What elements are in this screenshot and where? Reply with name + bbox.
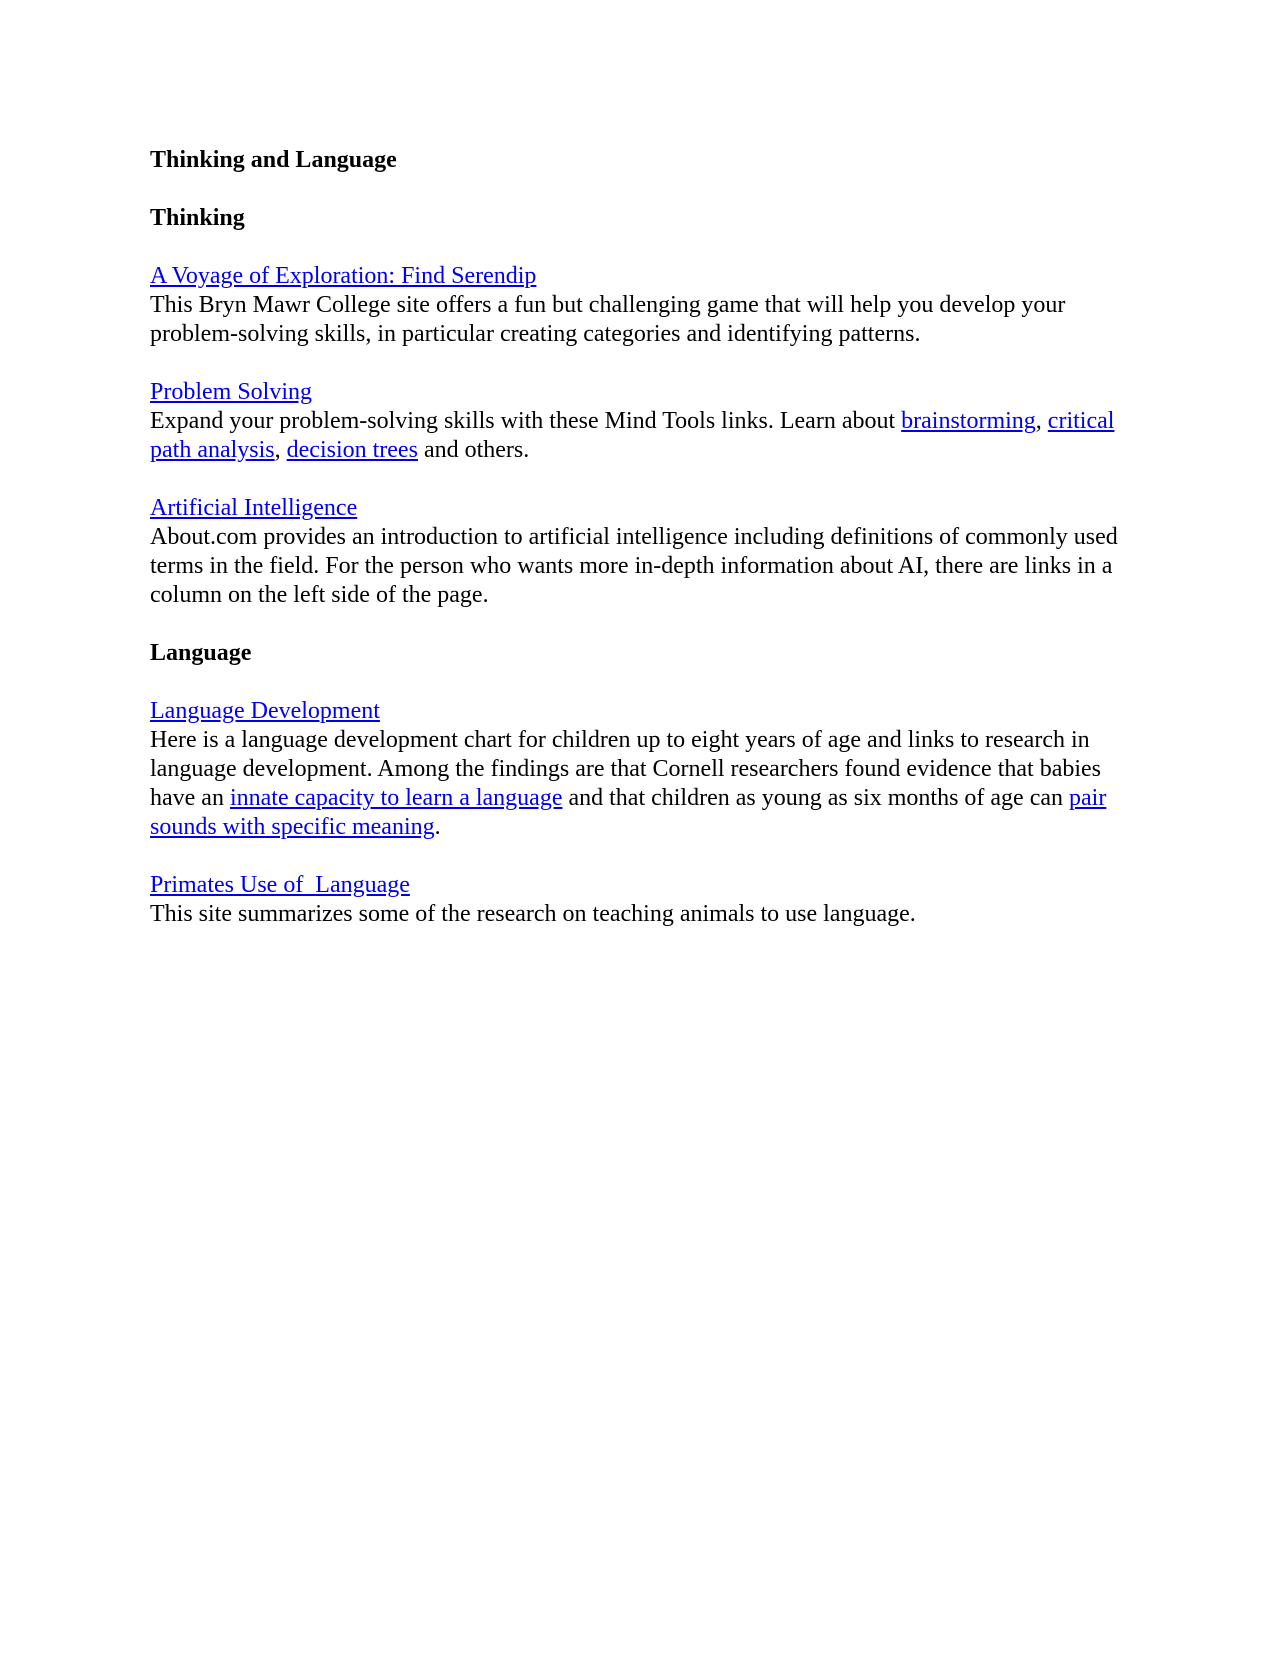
entry-description: About.com provides an introduction to artificial intelligence including definitions of commonly used terms in the field. For the person who wants more in-depth information about AI, there are links in a column on the left side of the page.: [150, 524, 1118, 608]
desc-text: Expand your problem-solving skills with these Mind Tools links. Learn about: [150, 408, 902, 434]
desc-text: Here is a language development chart for children up to eight years of age and links to research in language development. Among the findings are that Cornell researchers found evidence that babies have an: [150, 727, 1102, 811]
link-decision-trees[interactable]: decision trees: [286, 437, 418, 463]
entry-serendip: [150, 262, 1130, 349]
link-innate-capacity[interactable]: innate capacity to learn a language: [229, 785, 563, 811]
link-problem-solving[interactable]: Problem Solving: [150, 379, 313, 405]
link-primates-use-of-language[interactable]: Primates Use of Language: [150, 872, 410, 898]
entry-description: [150, 726, 1130, 842]
document-body: [150, 146, 1130, 929]
entry-problem-solving: [150, 378, 1130, 465]
link-pair-sounds[interactable]: pair sounds with specific meaning: [150, 785, 1107, 840]
link-artificial-intelligence[interactable]: Artificial Intelligence: [150, 495, 358, 521]
separator: ,: [274, 437, 287, 463]
spacer: [150, 233, 1130, 262]
spacer: [150, 465, 1130, 494]
desc-text: and that children as young as six months of age can: [562, 785, 1070, 811]
spacer: [150, 349, 1130, 378]
entry-artificial-intelligence: [150, 494, 1130, 610]
spacer: [150, 610, 1130, 639]
desc-text: and others.: [417, 437, 530, 463]
entry-description: This Bryn Mawr College site offers a fun but challenging game that will help you develop your problem-solving skills, in particular creating categories and identifying patterns.: [150, 292, 1066, 347]
link-language-development[interactable]: Language Development: [150, 698, 380, 724]
entry-primates-language: [150, 871, 1130, 929]
link-voyage-of-exploration[interactable]: A Voyage of Exploration: Find Serendip: [150, 263, 537, 289]
separator: ,: [1035, 408, 1048, 434]
entry-description: [150, 407, 1130, 465]
spacer: [150, 842, 1130, 871]
spacer: [150, 175, 1130, 204]
document-title: Thinking and Language: [150, 147, 397, 173]
link-critical-path-analysis[interactable]: critical path analysis: [150, 408, 1115, 463]
entry-description: This site summarizes some of the research on teaching animals to use language.: [150, 901, 916, 927]
link-brainstorming[interactable]: brainstorming: [901, 408, 1036, 434]
spacer: [150, 668, 1130, 697]
section-heading-language: Language: [150, 640, 252, 666]
entry-language-development: [150, 697, 1130, 842]
desc-text: .: [434, 814, 441, 840]
section-heading-thinking: Thinking: [150, 205, 245, 231]
